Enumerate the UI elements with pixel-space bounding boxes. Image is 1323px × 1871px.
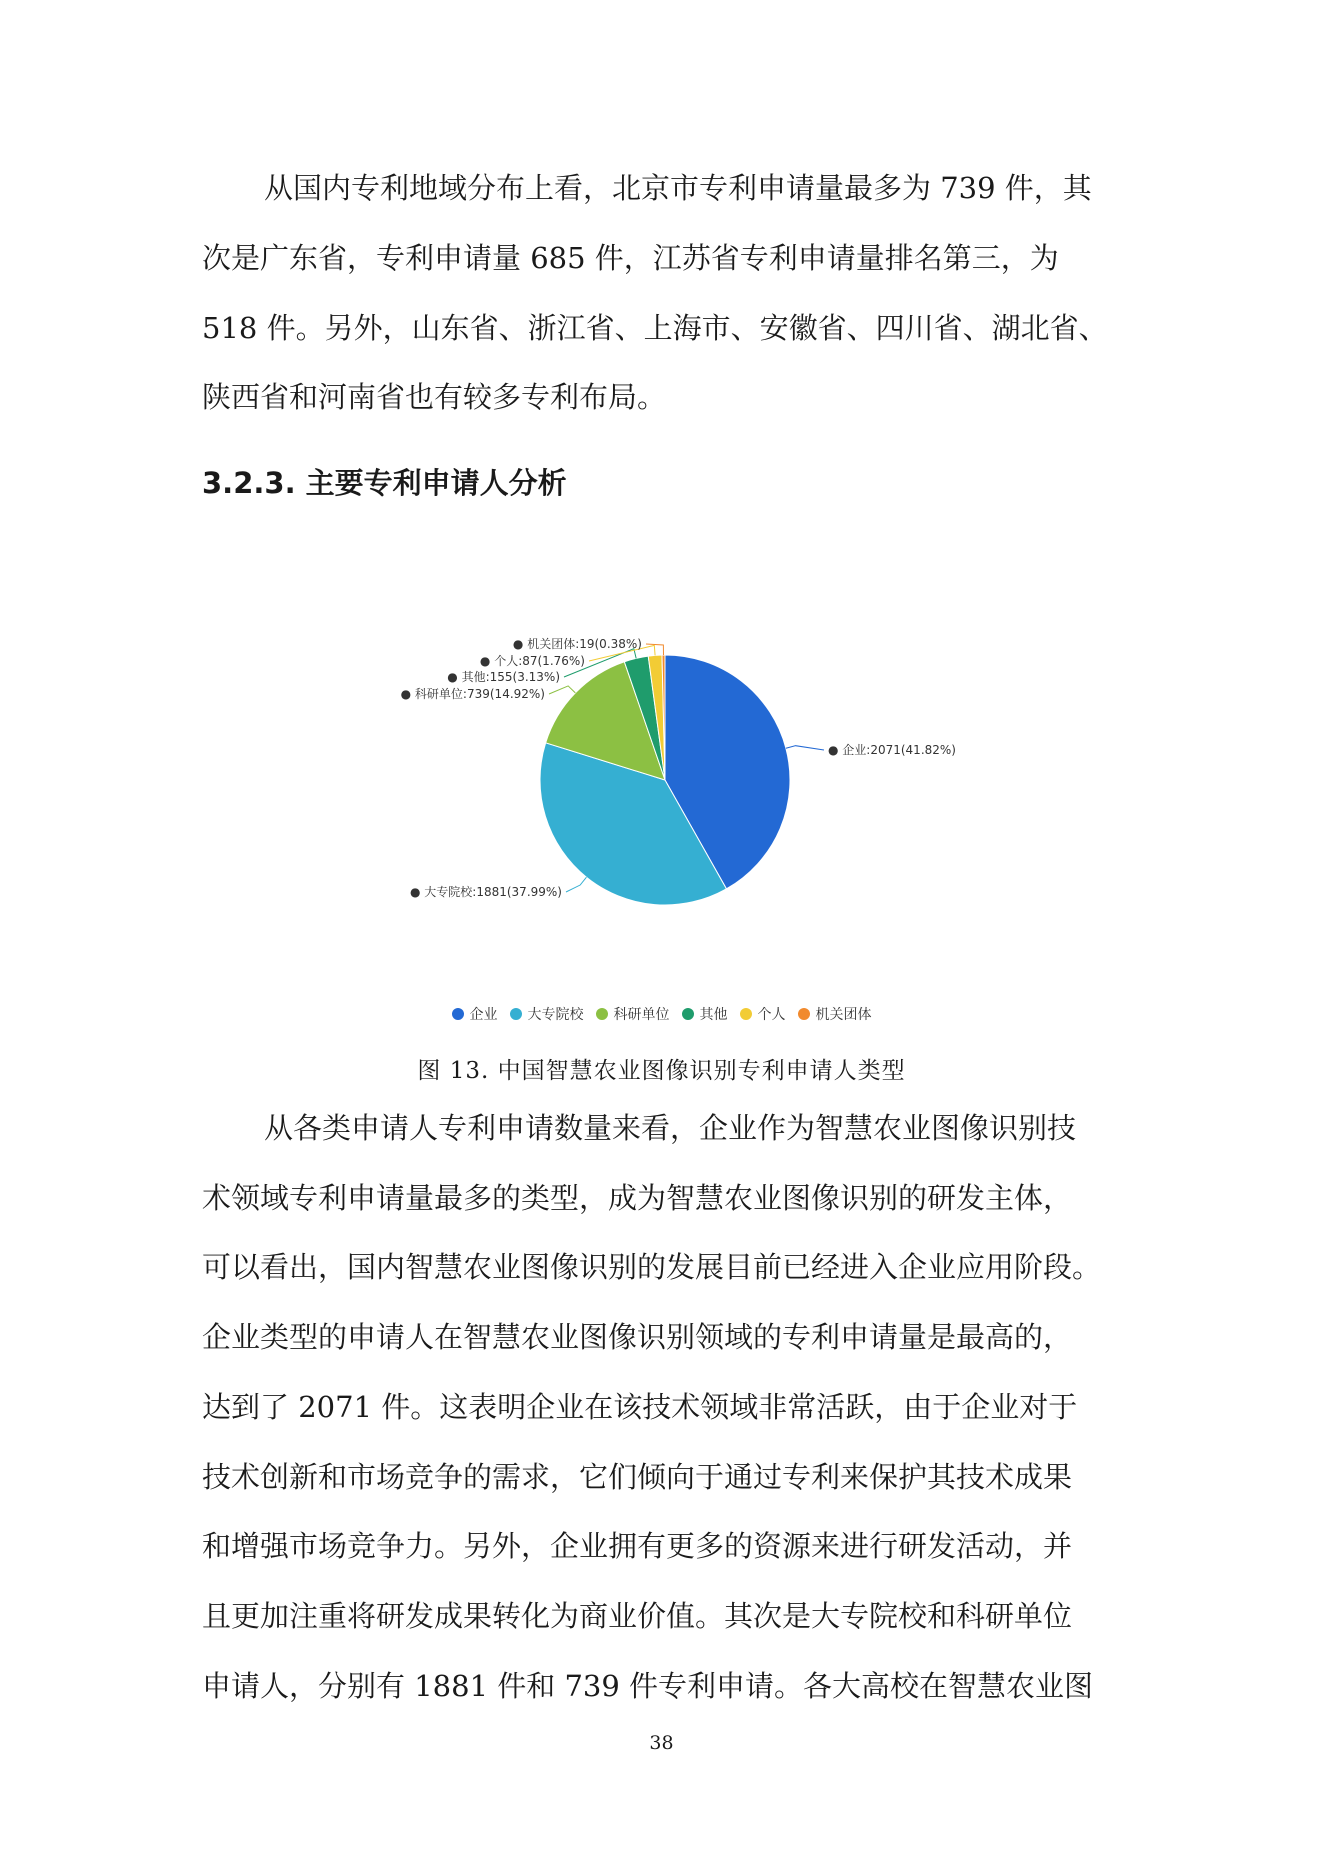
- text-line: 和增强市场竞争力。另外，企业拥有更多的资源来进行研发活动，并: [202, 1529, 1073, 1563]
- legend-dot-icon: [798, 1008, 810, 1020]
- leader-line-0: [786, 746, 824, 750]
- legend-dot-icon: [596, 1008, 608, 1020]
- text-line: 从国内专利地域分布上看，北京市专利申请量最多为 739 件，其: [264, 171, 1092, 205]
- text-line: 次是广东省，专利申请量 685 件，江苏省专利申请量排名第三，为: [202, 241, 1059, 275]
- text-line: 且更加注重将研发成果转化为商业价值。其次是大专院校和科研单位: [202, 1599, 1073, 1633]
- legend-label: 机关团体: [815, 1007, 872, 1023]
- text-line: 陕西省和河南省也有较多专利布局。: [202, 380, 667, 414]
- figure-caption: 图 13. 中国智慧农业图像识别专利申请人类型: [417, 1058, 906, 1084]
- slice-label-1: ● 大专院校:1881(37.99%): [410, 885, 562, 899]
- legend-dot-icon: [510, 1008, 522, 1020]
- pie-chart-svg: [330, 620, 1030, 940]
- text-line: 企业类型的申请人在智慧农业图像识别领域的专利申请量是最高的，: [202, 1320, 1073, 1354]
- legend-item-3: [682, 1004, 728, 1024]
- slice-label-2: ● 科研单位:739(14.92%): [400, 687, 545, 701]
- pie-chart: [330, 620, 1030, 940]
- legend-label: 企业: [469, 1007, 498, 1023]
- section-heading: 3.2.3. 主要专利申请人分析: [202, 466, 567, 500]
- legend-label: 科研单位: [613, 1007, 670, 1023]
- legend-item-4: [740, 1004, 786, 1024]
- slice-label-5: ● 机关团体:19(0.38%): [512, 637, 642, 651]
- legend-item-5: [798, 1004, 872, 1024]
- leader-line-1: [566, 877, 586, 892]
- leader-line-2: [549, 686, 575, 694]
- text-line: 术领域专利申请量最多的类型，成为智慧农业图像识别的研发主体，: [202, 1181, 1073, 1215]
- legend-label: 大专院校: [527, 1007, 584, 1023]
- slice-label-0: ● 企业:2071(41.82%): [828, 743, 956, 757]
- text-line: 技术创新和市场竞争的需求，它们倾向于通过专利来保护其技术成果: [202, 1460, 1073, 1494]
- chart-legend: [0, 1004, 1323, 1024]
- text-line: 518 件。另外，山东省、浙江省、上海市、安徽省、四川省、湖北省、: [202, 311, 1108, 345]
- legend-item-0: [452, 1004, 498, 1024]
- legend-label: 其他: [699, 1007, 728, 1023]
- legend-label: 个人: [757, 1007, 786, 1023]
- legend-dot-icon: [740, 1008, 752, 1020]
- text-line: 申请人，分别有 1881 件和 739 件专利申请。各大高校在智慧农业图: [202, 1669, 1094, 1703]
- text-line: 可以看出，国内智慧农业图像识别的发展目前已经进入企业应用阶段。: [202, 1250, 1102, 1284]
- legend-item-1: [510, 1004, 584, 1024]
- slice-label-4: ● 个人:87(1.76%): [479, 654, 585, 668]
- text-line: 从各类申请人专利申请数量来看，企业作为智慧农业图像识别技: [264, 1111, 1077, 1145]
- legend-item-2: [596, 1004, 670, 1024]
- legend-dot-icon: [452, 1008, 464, 1020]
- page-number: 38: [649, 1732, 674, 1754]
- slice-label-3: ● 其他:155(3.13%): [447, 670, 560, 684]
- text-line: 达到了 2071 件。这表明企业在该技术领域非常活跃，由于企业对于: [202, 1390, 1078, 1424]
- legend-dot-icon: [682, 1008, 694, 1020]
